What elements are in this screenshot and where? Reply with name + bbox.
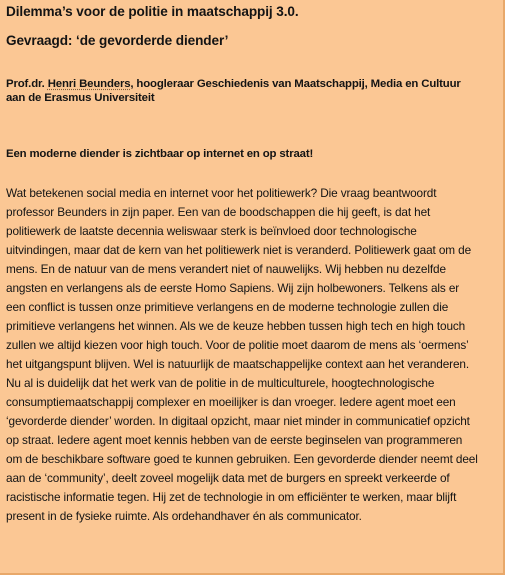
body-line: aan de ‘community’, deelt zoveel mogelijk data met de burgers en spreekt verkeerde of <box>6 471 450 485</box>
body-paragraph <box>6 184 498 526</box>
document-subtitle: Gevraagd: ‘de gevorderde diender’ <box>6 33 229 48</box>
body-line: zullen we altijd kiezen voor high touch. Voor de politie moet daarom de mens als ‘oermens’ <box>6 338 469 352</box>
body-line: ‘gevorderde diender’ worden. In digitaal opzicht, maar niet minder in communicatief opzicht <box>6 414 470 428</box>
body-line: uitvindingen, maar dat de kern van het politiewerk niet is veranderd. Politiewerk gaat om de <box>6 243 472 257</box>
body-line: Wat betekenen social media en internet voor het politiewerk? Die vraag beantwoordt <box>6 186 437 200</box>
author-affiliation-line2: aan de Erasmus Universiteit <box>6 92 155 104</box>
author-block <box>6 77 501 105</box>
body-line: consumptiemaatschappij complexer en moeilijker is dan vroeger. Iedere agent moet een <box>6 395 456 409</box>
body-line: mens. En de natuur van de mens verandert niet of nauwelijks. Wij hebben nu dezelfde <box>6 262 446 276</box>
author-affiliation: , hoogleraar Geschiedenis van Maatschappij, Media en Cultuur <box>130 78 461 90</box>
body-line: het uitgangspunt blijven. Wel is natuurlijk de maatschappelijke context aan het veranderen. <box>6 357 469 371</box>
body-line: een conflict is tussen onze primitieve verlangens en de moderne technologie zullen die <box>6 300 449 314</box>
body-line: professor Beunders in zijn paper. Een van de boodschappen die hij geeft, is dat het <box>6 205 431 219</box>
author-name: Henri Beunders <box>47 78 131 90</box>
body-line: primitieve verlangens het winnen. Als we de keuze hebben tussen high tech en high touch <box>6 319 466 333</box>
body-line: racistische informatie tegen. Hij zet de technologie in om efficiënter te werken, maar blijft <box>6 490 457 504</box>
body-line: politiewerk de laatste decennia weliswaar sterk is beïnvloed door technologische <box>6 224 417 238</box>
section-heading: Een moderne diender is zichtbaar op internet en op straat! <box>6 148 314 160</box>
body-line: angsten en verlangens als de eerste Homo Sapiens. Wij zijn holbewoners. Telkens als er <box>6 281 460 295</box>
author-prefix: Prof.dr. <box>6 78 48 90</box>
body-line: op straat. Iedere agent moet kennis hebben van de eerste beginselen van programmeren <box>6 433 463 447</box>
body-line: om de beschikbare software goed te kunnen gebruiken. Een gevorderde diender neemt deel <box>6 452 478 466</box>
body-line: Nu al is duidelijk dat het werk van de politie in de multiculturele, hoogtechnologische <box>6 376 435 390</box>
document-title: Dilemma’s voor de politie in maatschappij 3.0. <box>6 4 299 19</box>
body-line: present in de fysieke ruimte. Als ordehandhaver én als communicator. <box>6 509 362 523</box>
